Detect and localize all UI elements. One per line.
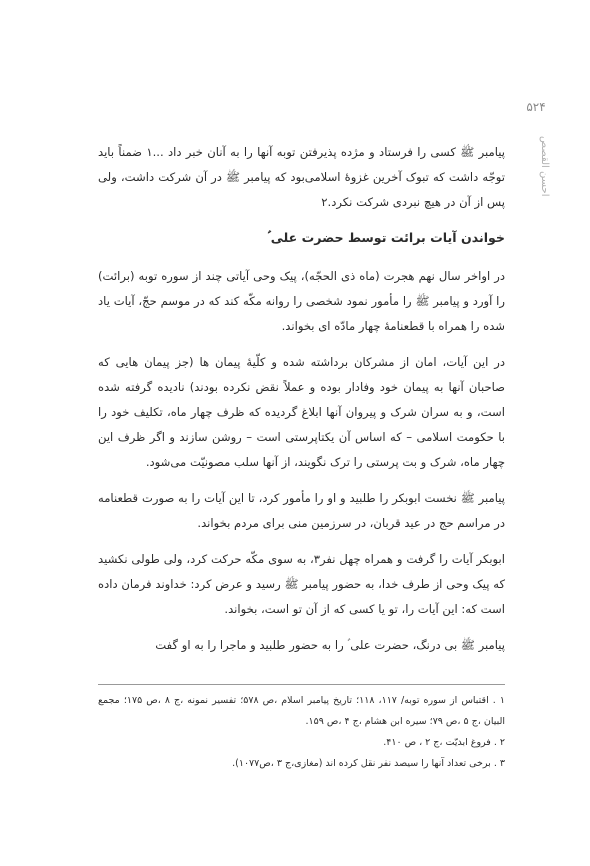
body-paragraph-3: پیامبر ﷺ نخست ابوبکر را طلبید و او را مأمور کرد، تا این آیات را به صورت قطعنامه در مراسم حج در عید قربان، در سرزمین منی برای مردم بخواند. xyxy=(98,491,505,530)
footnotes xyxy=(98,690,505,774)
body-paragraph-2: در این آیات، امان از مشرکان برداشته شده و کلّیهٔ پیمان ها (جز پیمان هایی که صاحبان آنها به پیمان خود وفادار بوده و عملاً نقض نکرده بودند) نادیده گرفته شده است، و به سران شرک و پیروان آنها ابلاغ گردیده که ظرف چهار ماه، تکلیف خود را با حکومت اسلامی – که اساس آن یکتاپرستی است – روشن سازند و اگر ظرف این چهار ماه، شرک و بت پرستی را ترک نگویند، از آنها سلب مصونیّت می‌شود. xyxy=(98,355,505,469)
footnote-divider xyxy=(98,684,505,685)
body-paragraph-5: پیامبر ﷺ بی درنگ، حضرت علی ؑ را به حضور طلبید و ماجرا را به او گفت xyxy=(155,638,505,652)
body-paragraph-1: در اواخر سال نهم هجرت (ماه ذی الحجّه)، پیک وحی آیاتی چند از سوره توبه (برائت) را آورد و پیامبر ﷺ را مأمور نمود شخصی را روانه مکّه کند که در موسم حجّ، آیات یاد شده را همراه با قطعنامهٔ چهار مادّه ای بخواند. xyxy=(98,269,505,333)
footnote-3: ۳ . برخی تعداد آنها را سیصد نفر نقل کرده اند (مغازی،ج ۳ ،ص۱۰۷۷). xyxy=(232,758,505,769)
section-heading: خواندن آیات برائت توسط حضرت علی ؑ xyxy=(267,230,505,245)
footnote-2: ۲ . فروغ ابدیّت ،ج ۲ ، ص ۴۱۰. xyxy=(383,737,505,748)
running-head: احسن القصص xyxy=(539,135,550,197)
body-paragraph-4: ابوبکر آیات را گرفت و همراه چهل نفر۳، به سوی مکّه حرکت کرد، ولی طولی نکشید که پیک وحی از طرف خدا، به حضور پیامبر ﷺ رسید و عرض کرد: خداوند فرمان داده است که: این آیات را، تو یا کسی که از آن تو است، بخواند. xyxy=(98,552,505,616)
intro-paragraph: پیامبر ﷺ کسی را فرستاد و مژده پذیرفتن توبه آنها را به آنان خبر داد ...۱ ضمناً باید توجّه داشت که تبوک آخرین غزوهٔ اسلامی‌بود که پیامبر ﷺ در آن شرکت داشت، ولی پس از آن در هیچ نبردی شرکت نکرد.۲ xyxy=(98,145,505,209)
main-text xyxy=(98,140,505,669)
page-number: ۵۲۴ xyxy=(526,100,546,114)
footnote-1: ۱ . اقتباس از سوره توبه/ ۱۱۷، ۱۱۸؛ تاریخ پیامبر اسلام ،ص ۵۷۸؛ تفسیر نمونه ،ج ۸ ،ص ۱۷۵؛ مجمع البیان ،ج ۵ ،ص ۷۹؛ سیره ابن هشام ،ج ۴ ،ص ۱۵۹. xyxy=(98,695,505,727)
